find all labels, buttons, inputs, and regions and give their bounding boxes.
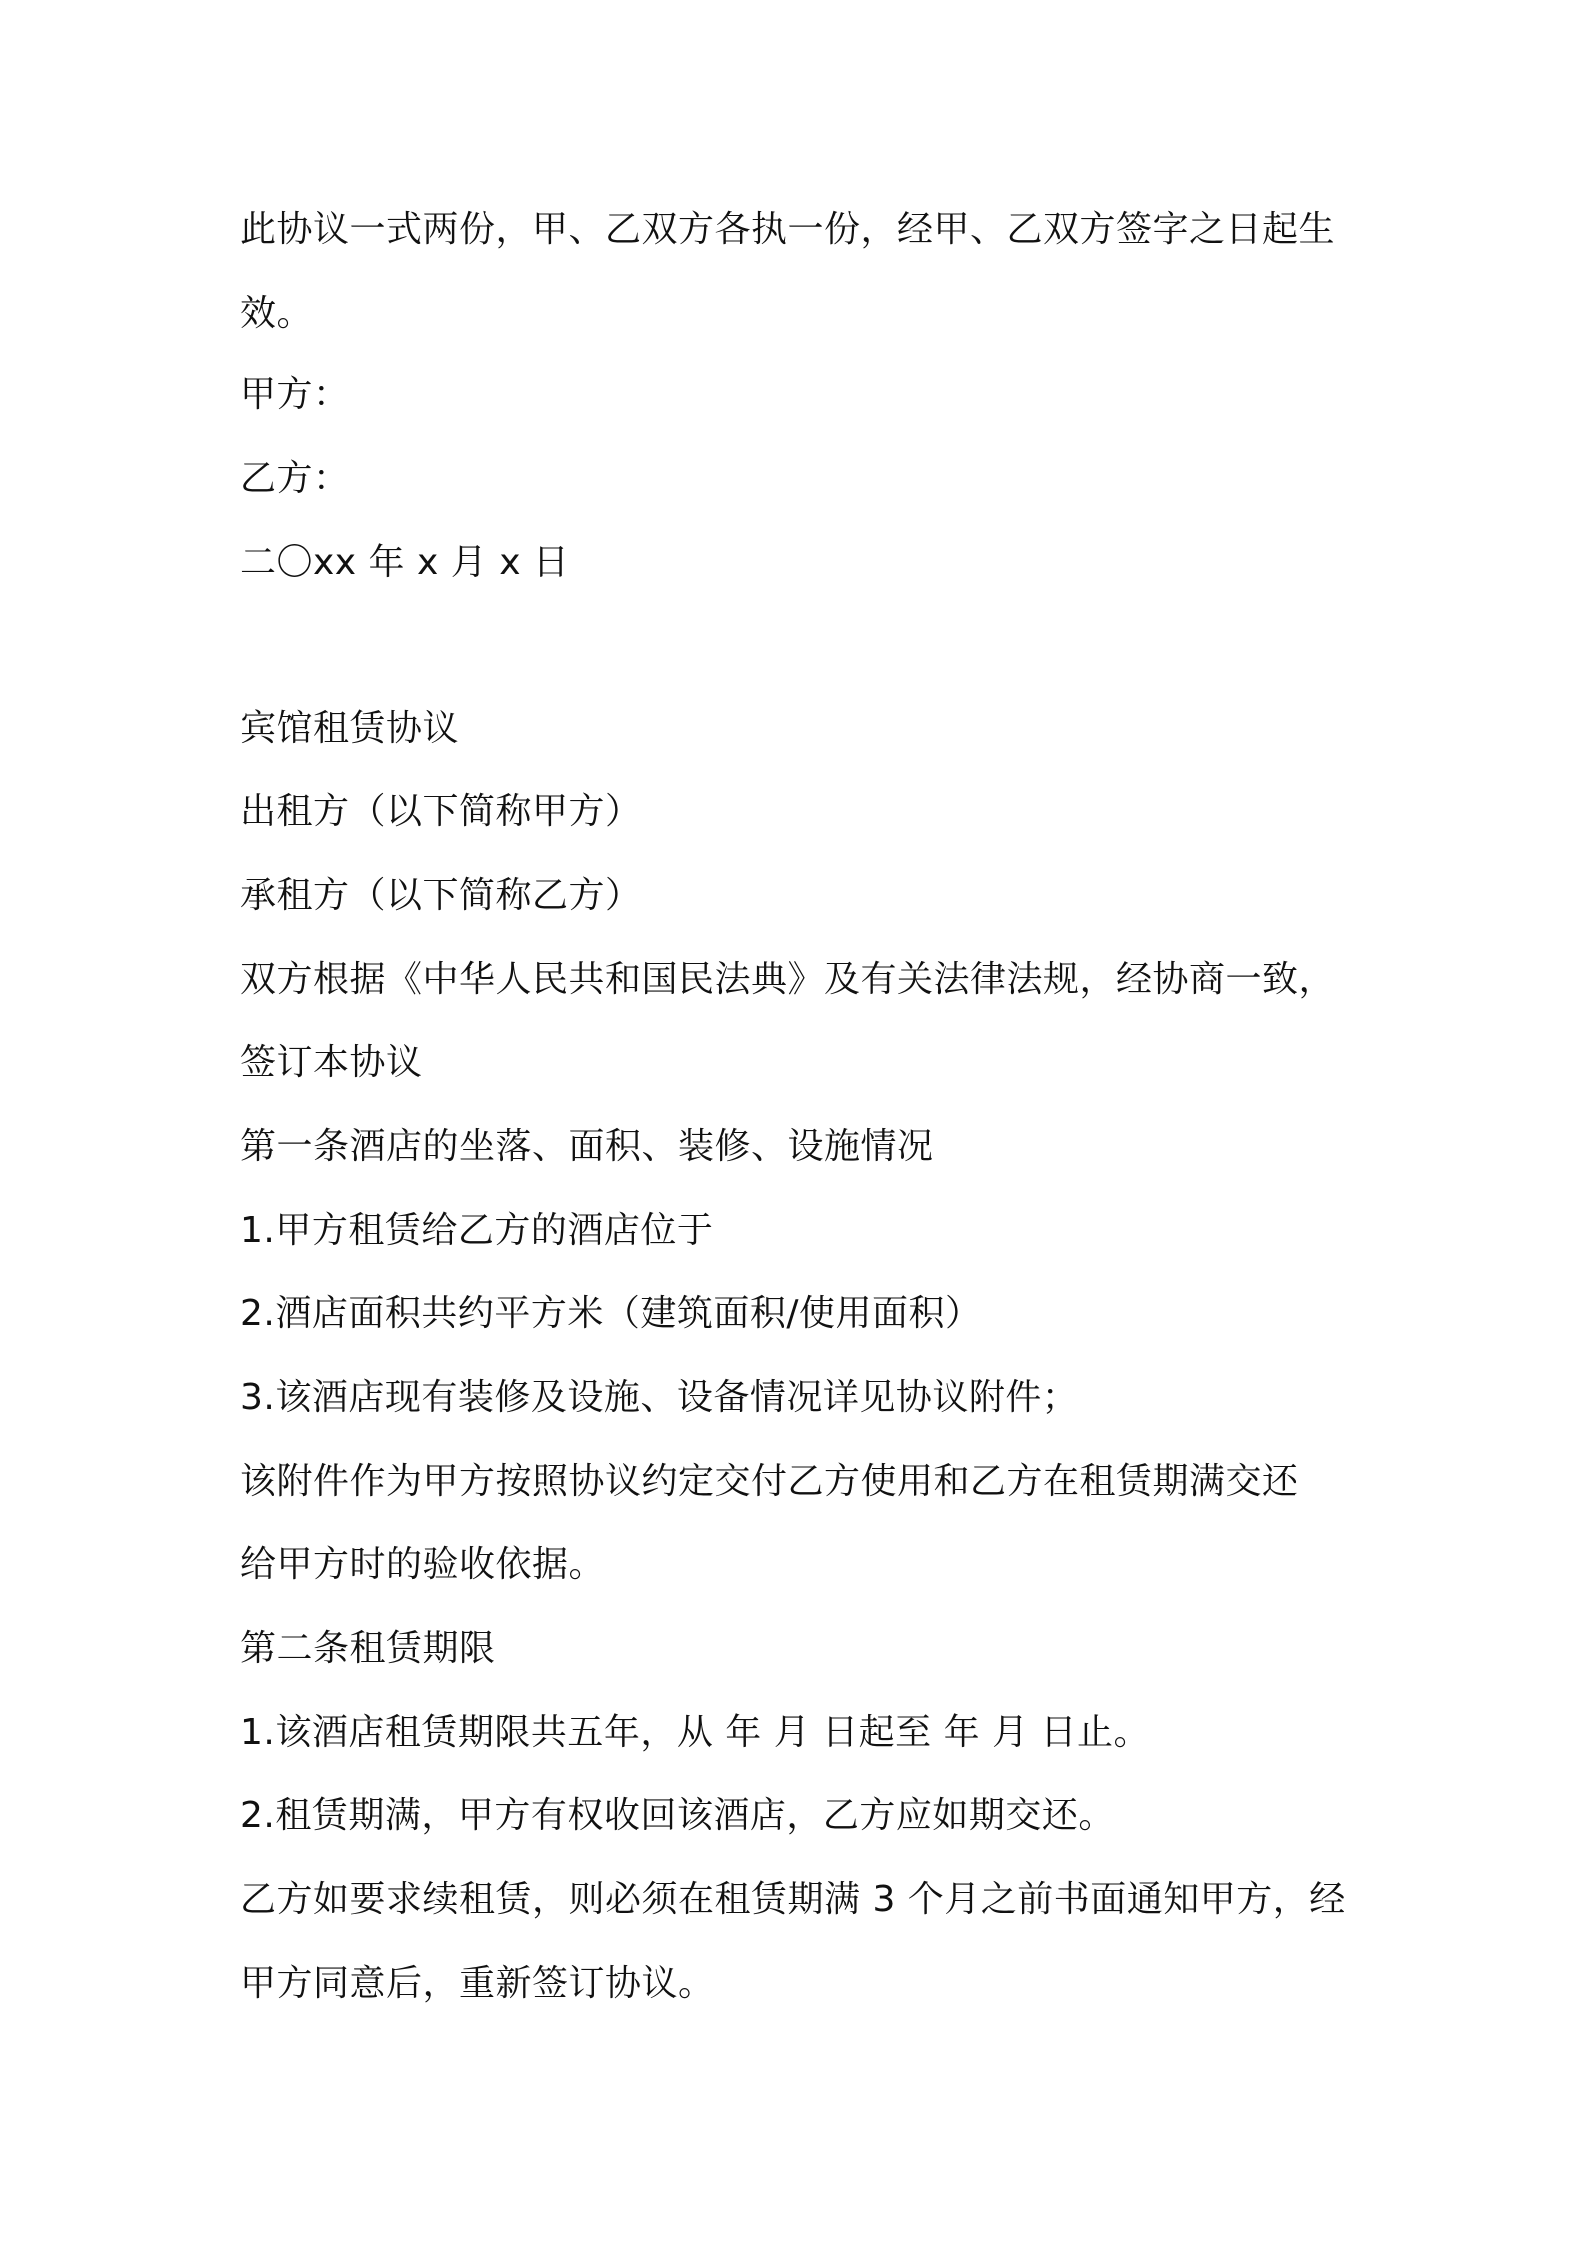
article-2-note-line-1: 乙方如要求续租赁，则必须在租赁期满 3 个月之前书面通知甲方，经 (240, 1879, 1346, 1920)
article-1-item-1: 1.甲方租赁给乙方的酒店位于 (240, 1210, 714, 1251)
article-1-note-line-1: 该附件作为甲方按照协议约定交付乙方使用和乙方在租赁期满交还 (240, 1461, 1299, 1502)
effective-clause-line-2: 效。 (240, 293, 314, 334)
lessor-line: 出租方（以下简称甲方） (240, 791, 642, 832)
intro-line-1: 双方根据《中华人民共和国民法典》及有关法律法规，经协商一致， (240, 959, 1336, 1000)
signing-date: 二〇xx 年 x 月 x 日 (240, 542, 570, 583)
party-b-signature-label: 乙方： (240, 458, 350, 499)
agreement-title: 宾馆租赁协议 (240, 708, 460, 749)
intro-line-2: 签订本协议 (240, 1042, 423, 1083)
article-2-item-2: 2.租赁期满，甲方有权收回该酒店，乙方应如期交还。 (240, 1795, 1115, 1836)
article-1-item-2: 2.酒店面积共约平方米（建筑面积/使用面积） (240, 1293, 982, 1334)
article-1-item-3: 3.该酒店现有装修及设施、设备情况详见协议附件； (240, 1377, 1079, 1418)
article-2-note-line-2: 甲方同意后，重新签订协议。 (240, 1963, 715, 2004)
article-1-heading: 第一条酒店的坐落、面积、装修、设施情况 (240, 1126, 934, 1167)
article-1-note-line-2: 给甲方时的验收依据。 (240, 1544, 606, 1585)
lessee-line: 承租方（以下简称乙方） (240, 875, 642, 916)
party-a-signature-label: 甲方： (240, 374, 350, 415)
article-2-heading: 第二条租赁期限 (240, 1628, 496, 1669)
effective-clause-line-1: 此协议一式两份，甲、乙双方各执一份，经甲、乙双方签字之日起生 (240, 209, 1336, 250)
article-2-item-1: 1.该酒店租赁期限共五年，从 年 月 日起至 年 月 日止。 (240, 1712, 1151, 1753)
